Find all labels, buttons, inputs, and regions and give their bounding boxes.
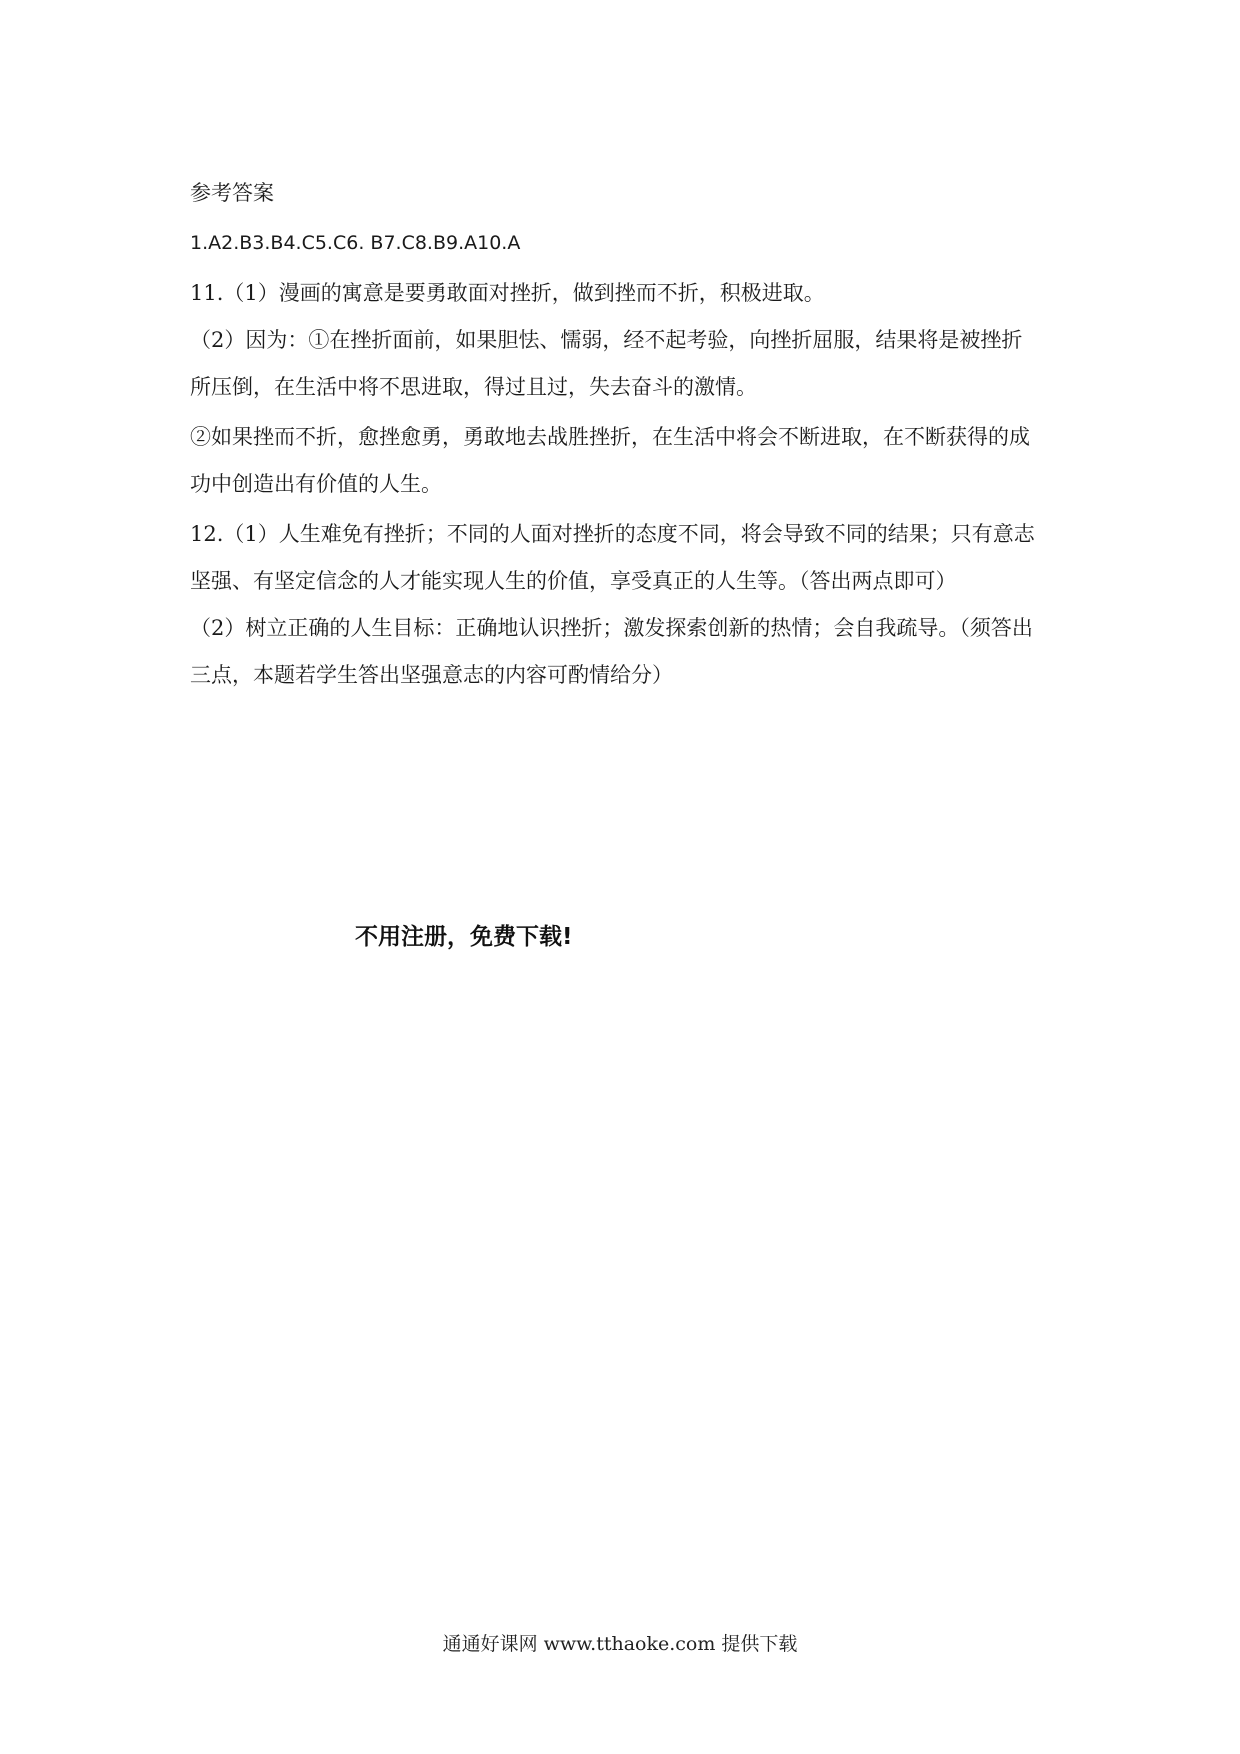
q11-part2-line3: ②如果挫而不折，愈挫愈勇，勇敢地去战胜挫折，在生活中将会不断进取，在不断获得的成 [190, 425, 1030, 449]
q12-part2-line1: （2）树立正确的人生目标：正确地认识挫折；激发探索创新的热情；会自我疏导。（须答出 [190, 616, 1033, 640]
choice-answers: 1.A2.B3.B4.C5.C6. B7.C8.B9.A10.A [190, 232, 521, 254]
promo-text: 不用注册，免费下载! [355, 924, 573, 950]
q11-part2-line2: 所压倒，在生活中将不思进取，得过且过，失去奋斗的激情。 [190, 375, 757, 399]
q12-part1-line2: 坚强、有坚定信念的人才能实现人生的价值，享受真正的人生等。（答出两点即可） [190, 569, 957, 593]
q11-part2-line1: （2）因为：①在挫折面前，如果胆怯、懦弱，经不起考验，向挫折屈服，结果将是被挫折 [190, 328, 1023, 352]
q11-part1: 11.（1）漫画的寓意是要勇敢面对挫折，做到挫而不折，积极进取。 [190, 281, 825, 305]
answer-heading: 参考答案 [190, 181, 274, 205]
q11-part2-line4: 功中创造出有价值的人生。 [190, 472, 442, 496]
q12-part2-line2: 三点，本题若学生答出坚强意志的内容可酌情给分） [190, 663, 673, 687]
answer-section [190, 157, 1070, 690]
q12-part1-line1: 12.（1）人生难免有挫折；不同的人面对挫折的态度不同，将会导致不同的结果；只有意志 [190, 522, 1035, 546]
footer-credit: 通通好课网 www.tthaoke.com 提供下载 [442, 1633, 798, 1655]
